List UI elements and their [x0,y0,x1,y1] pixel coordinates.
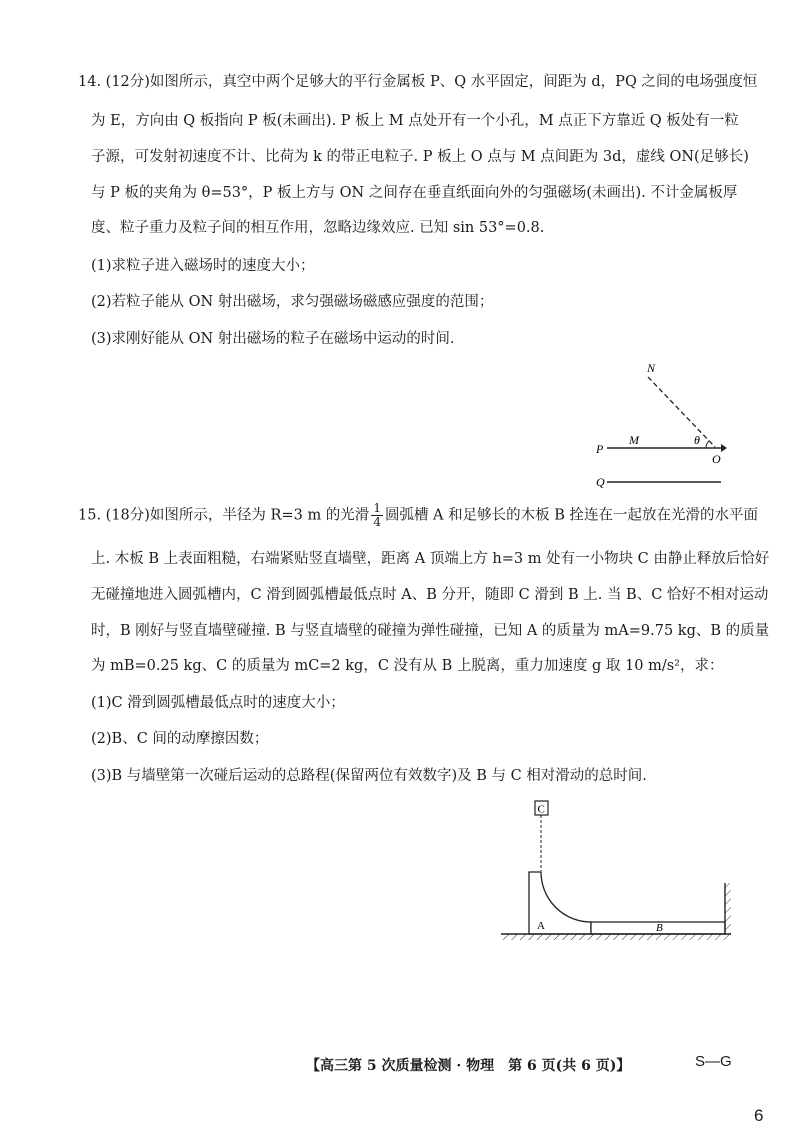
label-O: O [712,452,721,466]
q14-line-2: 为 E，方向由 Q 板指向 P 板(未画出). P 板上 M 点处开有一个小孔，M 点正下方靠近 Q 板处有一粒 [91,113,739,129]
q14-line-3: 子源，可发射初速度不计、比荷为 k 的带正电粒子. P 板上 O 点与 M 点间距为 3d，虚线 ON(足够长) [91,149,749,165]
label-P: P [596,442,604,456]
q15-sub-1: (1)C 滑到圆弧槽最低点时的速度大小； [91,695,345,711]
label-theta: θ [694,433,700,447]
wall-hatch [725,883,731,934]
q15-line-1a: 15. (18分)如图所示，半径为 R=3 m 的光滑 [78,507,370,524]
q14-line-4: 与 P 板的夹角为 θ=53°，P 板上方与 ON 之间存在垂直纸面向外的匀强磁场(未画出). 不计金属板厚 [91,185,738,201]
label-A: A [537,920,545,932]
q15-sub-2: (2)B、C 间的动摩擦因数； [91,731,269,747]
q15-line-1 [78,502,758,529]
label-C: C [537,803,545,816]
label-N: N [647,361,656,375]
q15-figure [495,795,740,945]
fraction-quarter [371,502,383,529]
label-B: B [656,922,663,934]
q15-line-1b: 圆弧槽 A 和足够长的木板 B 拴连在一起放在光滑的水平面 [384,507,759,524]
q14-sub-2: (2)若粒子能从 ON 射出磁场，求匀强磁场磁感应强度的范围； [91,294,494,310]
plate-P-arrow [721,444,727,452]
q15-sub-3: (3)B 与墙壁第一次碰后运动的总路程(保留两位有效数字)及 B 与 C 相对滑动的总时间. [91,768,647,784]
q15-line-4: 时，B 刚好与竖直墙壁碰撞. B 与竖直墙壁的碰撞为弹性碰撞，已知 A 的质量为 mA=9.75 kg、B 的质量 [91,623,770,639]
q14-line-5: 度、粒子重力及粒子间的相互作用，忽略边缘效应. 已知 sin 53°=0.8. [91,220,545,236]
q14-figure [585,355,735,490]
q14-sub-3: (3)求刚好能从 ON 射出磁场的粒子在磁场中运动的时间. [91,331,455,347]
ground-hatch [501,934,731,940]
page-number: 6 [754,1106,764,1125]
q15-line-2: 上. 木板 B 上表面粗糙，右端紧贴竖直墙壁，距离 A 顶端上方 h=3 m 处有一小物块 C 由静止释放后恰好 [91,551,770,567]
line-ON [648,377,715,447]
q15-line-3: 无碰撞地进入圆弧槽内，C 滑到圆弧槽最低点时 A、B 分开，随即 C 滑到 B 上. 当 B、C 恰好不相对运动 [91,587,769,603]
q14-sub-1: (1)求粒子进入磁场时的速度大小； [91,258,315,274]
q14-line-1: 14. (12分)如图所示，真空中两个足够大的平行金属板 P、Q 水平固定，间距为 d，PQ 之间的电场强度恒 [78,74,758,90]
page-footer: 【高三第 5 次质量检测 · 物理 第 6 页(共 6 页)】 [306,1058,631,1074]
label-Q: Q [596,475,605,489]
footer-code: S—G [695,1053,732,1070]
q15-line-5: 为 mB=0.25 kg、C 的质量为 mC=2 kg，C 没有从 B 上脱离，重力加速度 g 取 10 m/s²，求： [91,658,724,674]
fraction-numerator: 1 [373,501,381,515]
angle-arc [706,441,709,448]
fraction-denominator: 4 [373,515,381,529]
label-M: M [629,433,639,447]
